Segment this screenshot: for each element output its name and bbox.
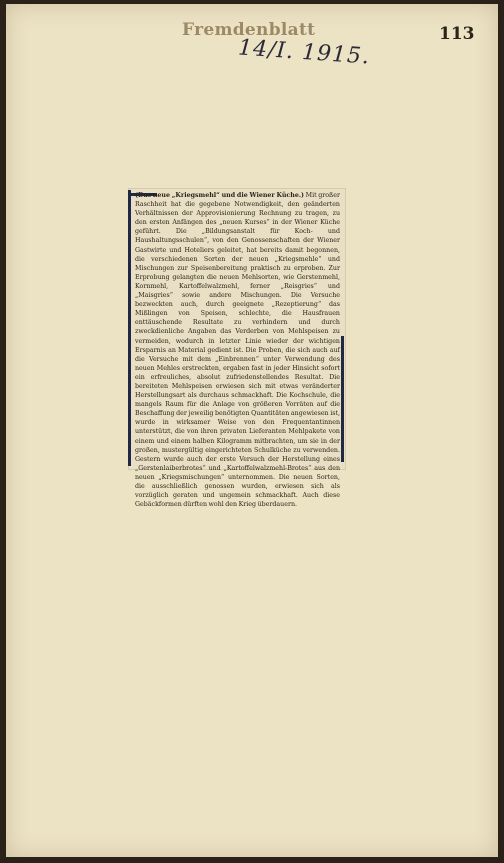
page-number: 113 [439,24,475,44]
clipping-left-rule [128,190,131,466]
clipping-right-rule [341,336,344,462]
handwritten-date: 14/I. 1915. [237,35,371,70]
newspaper-title: Fremdenblatt [182,20,316,40]
article-text [135,191,340,509]
article-body: Mit großer Raschheit hat die gegebene Notwendigkeit, den geänderten Verhältnissen der Approvisionierung Rechnung zu tragen, zu den ersten Anfängen des „neuen Kurses“ in der Wiener Küche geführt. Die „Bildungsanstalt für Koch- und Haushaltungsschulen“, von den Genossenschaften der Wiener Gastwirte und Hoteliers geleitet, hat bereits damit begonnen, die verschiedenen Sorten der neuen „Kriegsmehle“ und Mischungen zur Speisenbereitung praktisch zu erproben. Zur Erprobung gelangten die neuen Mehlsorten, wie Gerstenmehl, Kornmehl, Kartoffelwalzmehl, ferner „Reisgries“ und „Maisgries“ sowie andere Mischungen. Die Versuche bezweckten auch, durch geeignete „Rezeptierung“ das Mißlingen von Speisen, schlechte, die Hausfrauen enttäuschende Resultate zu verhindern und durch zweckdienliche Angaben das Verderben von Mehlspeisen zu vermeiden, wodurch in letzter Linie wieder der wichtigen Ersparnis an Material gedient ist. Die Proben, die sich auch auf die Versuche mit dem „Einbrennen“ unter Verwendung des neuen Mehles erstreckten, ergaben fast in jeder Hinsicht sofort ein erfreuliches, absolut zufriedenstellendes Resultat. Die bereiteten Mehlspeisen erwiesen sich mit etwas veränderter Herstellungsart als durchaus schmackhaft. Die Kochschule, die mangels Raum für die Anlage von größeren Vorräten auf die Beschaffung der jeweilig benötigten Quantitäten angewiesen ist, wurde in wirksamer Weise von den Frequentantinnen unterstützt, die von ihren privaten Lieferanten Mehlpakete von einem und einem halben Kilogramm mitbrachten, um sie in der großen, mustergültig eingerichteten Schulküche zu verwenden. Gestern wurde auch der erste Versuch der Herstellung eines „Gerstenlaiberbrotes“ und „Kartoffelwalzmehl-Brotes“ aus den neuen „Kriegsmischungen“ unternommen. Die neuen Sorten, die ausschließlich genossen wurden, erwiesen sich als vorzüglich geraten und ungemein schmackhaft. Auch diese Gebäckformen dürften wohl den Krieg überdauern. [135,192,340,509]
article-headline: (Das neue „Kriegsmehl“ und die Wiener Küche.) [135,192,305,199]
